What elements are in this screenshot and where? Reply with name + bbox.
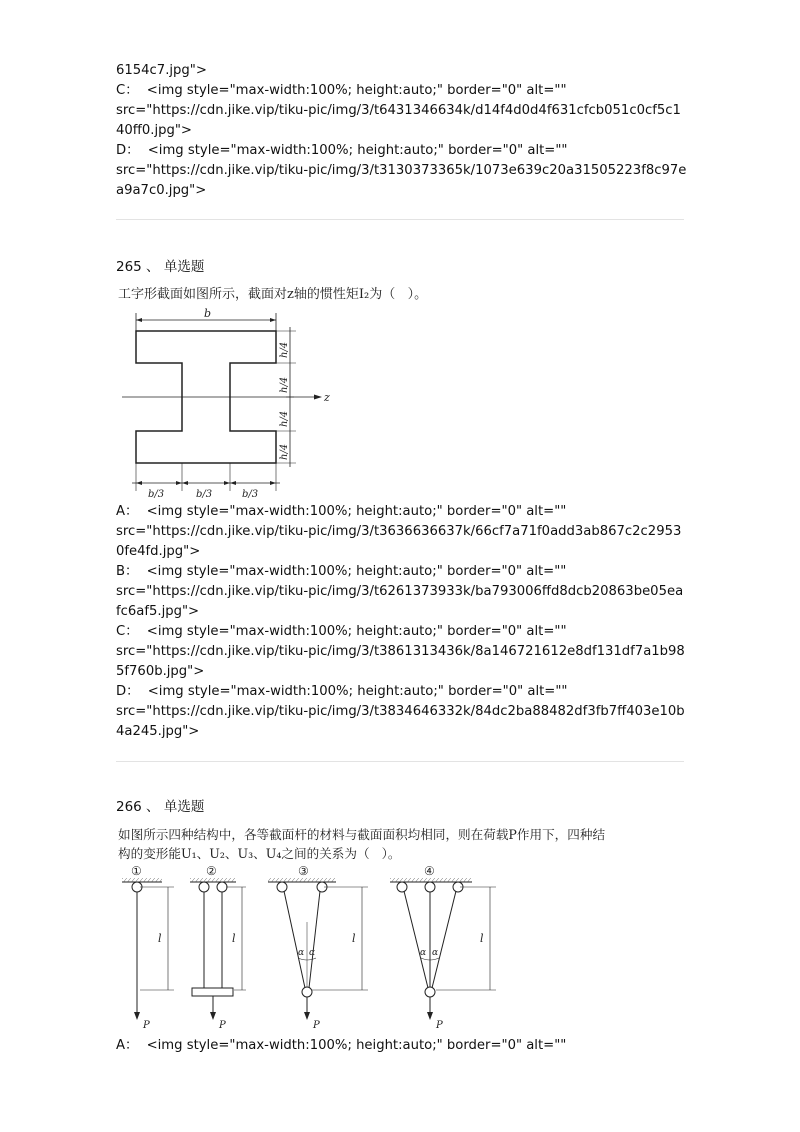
dim-h4-label: h/4 bbox=[279, 376, 290, 393]
dim-b3-label: b/3 bbox=[148, 489, 165, 500]
prev-option-d: D： <img style="max-width:100%; height:auto;" border="0" alt="" bbox=[116, 143, 568, 158]
angle-alpha-label: α bbox=[420, 948, 427, 958]
option-a: A： <img style="max-width:100%; height:auto;" border="0" alt="" bbox=[116, 1038, 567, 1053]
dim-b3-label: b/3 bbox=[242, 489, 259, 500]
option-d-src: 4a245.jpg"> bbox=[116, 724, 200, 739]
option-c-src: src="https://cdn.jike.vip/tiku-pic/img/3/t3861313436k/8a146721612e8df131df7a1b98 bbox=[116, 644, 685, 659]
option-b-src: fc6af5.jpg"> bbox=[116, 604, 200, 619]
i-beam-section-figure bbox=[118, 303, 338, 503]
option-b-src: src="https://cdn.jike.vip/tiku-pic/img/3/t6261373933k/ba793006ffd8dcb20863be05ea bbox=[116, 584, 684, 599]
option-c: C： <img style="max-width:100%; height:auto;" border="0" alt="" bbox=[116, 624, 567, 639]
load-p-label: P bbox=[436, 1020, 443, 1031]
option-b: B： <img style="max-width:100%; height:auto;" border="0" alt="" bbox=[116, 564, 567, 579]
load-p-label: P bbox=[219, 1020, 226, 1031]
prev-text-line: 6154c7.jpg"> bbox=[116, 63, 207, 78]
length-l-label: l bbox=[158, 932, 162, 945]
dim-h4-label: h/4 bbox=[279, 341, 290, 358]
question-divider bbox=[116, 761, 684, 762]
prev-text-line: 40ff0.jpg"> bbox=[116, 123, 192, 138]
question-266-stem-line2: 构的变形能U₁、U₂、U₃、U₄之间的关系为（ ）。 bbox=[118, 846, 401, 861]
dim-b3-label: b/3 bbox=[196, 489, 213, 500]
option-a-src: src="https://cdn.jike.vip/tiku-pic/img/3/t3636636637k/66cf7a71f0add3ab867c2c2953 bbox=[116, 524, 682, 539]
load-p-label: P bbox=[313, 1020, 320, 1031]
option-a: A： <img style="max-width:100%; height:auto;" border="0" alt="" bbox=[116, 504, 567, 519]
z-axis-label: z bbox=[324, 391, 330, 404]
question-265-header: 265 、 单选题 bbox=[116, 259, 205, 275]
question-266-header: 266 、 单选题 bbox=[116, 799, 205, 815]
prev-text-line: a9a7c0.jpg"> bbox=[116, 183, 207, 198]
question-266-stem-line1: 如图所示四种结构中，各等截面杆的材料与截面面积均相同，则在荷载P作用下，四种结 bbox=[118, 827, 606, 842]
prev-option-c: C： <img style="max-width:100%; height:auto;" border="0" alt="" bbox=[116, 83, 567, 98]
option-c-src: 5f760b.jpg"> bbox=[116, 664, 205, 679]
length-l-label: l bbox=[232, 932, 236, 945]
option-a-src: 0fe4fd.jpg"> bbox=[116, 544, 201, 559]
structure-number: ④ bbox=[424, 864, 435, 878]
angle-alpha-label: α bbox=[298, 948, 305, 958]
dim-b-label: b bbox=[204, 307, 212, 320]
dim-h4-label: h/4 bbox=[279, 410, 290, 427]
question-265-stem: 工字形截面如图所示，截面对z轴的惯性矩I₂为（ ）。 bbox=[118, 287, 428, 302]
dim-h4-label: h/4 bbox=[279, 443, 290, 460]
option-d: D： <img style="max-width:100%; height:auto;" border="0" alt="" bbox=[116, 684, 568, 699]
length-l-label: l bbox=[352, 932, 356, 945]
structure-number: ③ bbox=[298, 864, 309, 878]
prev-text-line: src="https://cdn.jike.vip/tiku-pic/img/3/t6431346634k/d14f4d0d4f631cfcb051c0cf5c1 bbox=[116, 103, 681, 118]
question-divider bbox=[116, 219, 684, 220]
four-structures-figure bbox=[112, 862, 508, 1034]
length-l-label: l bbox=[480, 932, 484, 945]
structure-number: ② bbox=[206, 864, 217, 878]
angle-alpha-label: α bbox=[432, 948, 439, 958]
angle-alpha-label: α bbox=[309, 948, 316, 958]
load-p-label: P bbox=[143, 1020, 150, 1031]
prev-text-line: src="https://cdn.jike.vip/tiku-pic/img/3/t3130373365k/1073e639c20a31505223f8c97e bbox=[116, 163, 687, 178]
structure-number: ① bbox=[131, 864, 142, 878]
option-d-src: src="https://cdn.jike.vip/tiku-pic/img/3/t3834646332k/84dc2ba88482df3fb7ff403e10b bbox=[116, 704, 685, 719]
